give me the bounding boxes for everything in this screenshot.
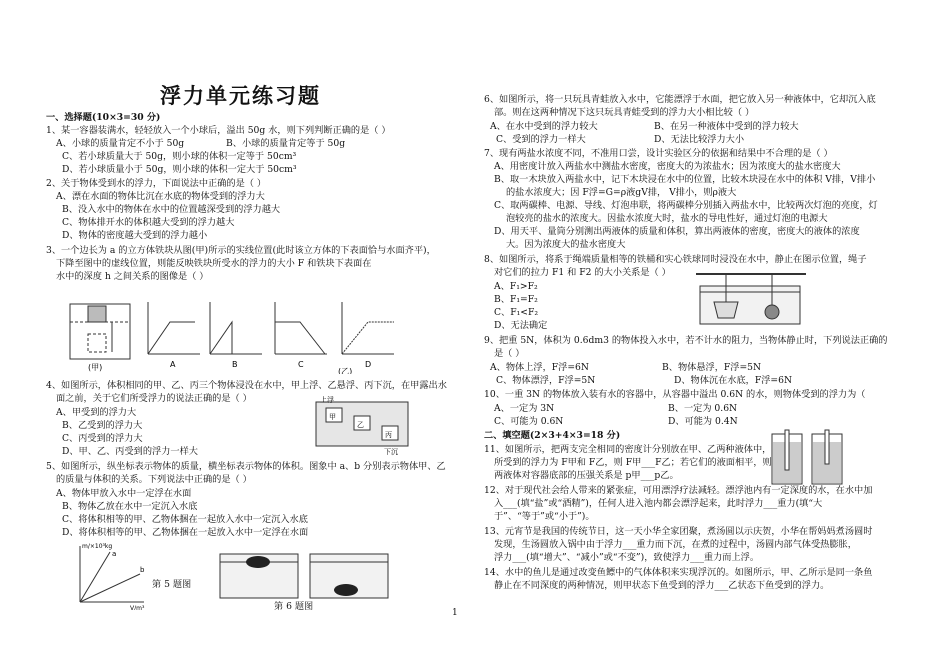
fig4-label-bing: 丙 xyxy=(385,431,392,439)
question-12-line2: 入___(填“盐”或“酒精”)，任何人进入池内都会漂浮起来，此时浮力___重力(填“大 xyxy=(494,498,823,509)
q4-option-d: D、甲、乙、丙受到的浮力一样大 xyxy=(62,446,198,457)
q7-option-c-line2: 泡较亮的盐水的浓度大。因盐水浓度大时，盐水的导电性好，通过灯泡的电源大 xyxy=(506,213,828,224)
question-13-line3: 浮力___(填“增大”、“减小”或“不变”)，致使浮力___重力而上浮。 xyxy=(494,552,760,563)
question-3-line3: 水中的深度 h 之间关系的图像是（ ） xyxy=(56,271,209,282)
question-3-line2: 下降至图中的虚线位置，则能反映铁块所受水的浮力的大小 F 和铁块下表面在 xyxy=(56,258,372,269)
q10-option-c: C、可能为 0.6N xyxy=(494,416,564,427)
question-6-line1: 6、如图所示，将一只玩具青蛙放入水中，它能漂浮于水面，把它放入另一种液体中，它却沉入底 xyxy=(484,94,876,105)
question-8-line1: 8、如图所示，将系于绳端质量相等的铁桶和实心铁球同时浸没在水中，静止在图示位置，绳子 xyxy=(484,254,867,265)
question-7: 7、现有两盐水浓度不同，不准用口尝，设计实验区分的依据和结果中不合理的是（ ） xyxy=(484,148,833,159)
fig3-yi-label: (乙) xyxy=(338,367,353,374)
figure-5 xyxy=(70,540,150,610)
question-10: 10、一重 3N 的物体放入装有水的容器中，从容器中溢出 0.6N 的水，则物体受到的浮力为（ xyxy=(484,389,866,400)
page-number: 1 xyxy=(452,608,458,618)
figure-6 xyxy=(218,548,390,600)
q1-option-c: C、若小球质量大于 50g，则小球的体积一定等于 50cm³ xyxy=(62,151,297,162)
question-14-line1: 14、水中的鱼儿是通过改变鱼鳔中的气体体积来实现浮沉的。如图所示，甲、乙所示是同一条鱼 xyxy=(484,567,873,578)
fig3-label-b: B xyxy=(232,360,238,369)
q9-option-c: C、物体漂浮，F浮=5N xyxy=(496,375,596,386)
fig4-label-down: 下沉 xyxy=(384,448,398,456)
fig5-x-label: V/m³ xyxy=(130,605,145,610)
fig5-caption: 第 5 题图 xyxy=(152,579,192,590)
q7-option-b-line2: 的盐水浓度大；因 F浮=G=ρ液gV排， V排小，则ρ液大 xyxy=(506,187,737,198)
q6-option-c: C、受到的浮力一样大 xyxy=(496,134,586,145)
q2-option-d: D、物体的密度越大受到的浮力越小 xyxy=(62,230,208,241)
fig5-line-a: a xyxy=(112,550,117,558)
fig4-label-yi: 乙 xyxy=(357,421,364,429)
q8-option-a: A、F₁>F₂ xyxy=(494,281,538,292)
question-9-line2: 是（ ） xyxy=(494,348,525,359)
fig5-y-label: m/×10³kg xyxy=(82,543,113,550)
q9-option-b: B、物体悬浮，F浮=5N xyxy=(662,362,762,373)
question-5-line2: 的质量与体积的关系。下列说法中正确的是（ ） xyxy=(56,474,252,485)
q10-option-d: D、可能为 0.4N xyxy=(668,416,738,427)
q7-option-c-line1: C、取两碳棒、电源、导线、灯泡串联，将两碳棒分别插入两盐水中，比较两次灯泡的亮度，灯 xyxy=(494,200,878,211)
q8-option-c: C、F₁<F₂ xyxy=(494,307,539,318)
q2-option-a: A、漂在水面的物体比沉在水底的物体受到的浮力大 xyxy=(56,191,265,202)
q5-option-a: A、物体甲放入水中一定浮在水面 xyxy=(56,488,192,499)
q1-option-d: D、若小球质量小于 50g，则小球的体积一定大于 50cm³ xyxy=(62,164,297,175)
fig4-label-up: 上浮 xyxy=(320,396,334,404)
q2-option-b: B、没入水中的物体在水中的位置越深受到的浮力越大 xyxy=(62,204,281,215)
question-13-line1: 13、元宵节是我国的传统节日，这一天小华全家团聚，煮汤圆以示庆贺，小华在帮妈妈煮汤圆时 xyxy=(484,526,873,537)
figure-11 xyxy=(768,428,848,486)
q10-option-b: B、一定为 0.6N xyxy=(668,403,738,414)
question-13-line2: 发现，生汤圆放入锅中由于浮力___重力而下沉，在煮的过程中，汤圆内部气体受热膨胀， xyxy=(494,539,857,550)
q8-option-d: D、无法确定 xyxy=(494,320,548,331)
question-2: 2、关于物体受到水的浮力，下面说法中正确的是（ ） xyxy=(46,178,267,189)
q9-option-d: D、物体沉在水底，F浮=6N xyxy=(674,375,793,386)
q7-option-b-line1: B、取一木块放入两盐水中，记下木块浸在水中的位置，比较木块浸在水中的体积 V排，V排小 xyxy=(494,174,876,185)
question-4-line1: 4、如图所示，体积相同的甲、乙、丙三个物体浸没在水中，甲上浮、乙悬浮、丙下沉，在甲露出水 xyxy=(46,380,447,391)
q1-option-a: A、小球的质量肯定不小于 50g xyxy=(56,138,185,149)
question-8-line2: 对它们的拉力 F1 和 F2 的大小关系是（ ） xyxy=(494,267,671,278)
question-3-line1: 3、一个边长为 a 的立方体铁块从图(甲)所示的实线位置(此时该立方体的下表面恰与水面齐平)， xyxy=(46,245,436,256)
question-5-line1: 5、如图所示，纵坐标表示物体的质量，横坐标表示物体的体积。图象中 a、b 分别表示物体甲、乙 xyxy=(46,461,446,472)
question-9-line1: 9、把重 5N，体积为 0.6dm3 的物体投入水中，若不计水的阻力，当物体静止时，下列说法正确的 xyxy=(484,335,888,346)
figure-3 xyxy=(60,292,420,374)
section-choice-heading: 一、选择题(10×3=30 分) xyxy=(46,112,161,123)
q9-option-a: A、物体上浮，F浮=6N xyxy=(490,362,589,373)
q5-option-d: D、将体积相等的甲、乙物体捆在一起放入水中一定浮在水面 xyxy=(62,527,309,538)
q7-option-d-line2: 大。因为浓度大的盐水密度大 xyxy=(506,239,626,250)
q7-option-d-line1: D、用天平、量筒分别测出两液体的质量和体积，算出两液体的密度，密度大的液体的浓度 xyxy=(494,226,860,237)
q2-option-c: C、物体排开水的体积越大受到的浮力越大 xyxy=(62,217,235,228)
page-title: 浮力单元练习题 xyxy=(160,83,321,108)
question-12-line3: 于”、“等于”或“小于”)。 xyxy=(494,511,595,522)
q8-option-b: B、F₁=F₂ xyxy=(494,294,538,305)
section-fill-heading: 二、填空题(2×3+4×3=18 分) xyxy=(484,430,621,441)
fig3-label-a: A xyxy=(170,360,176,369)
question-11-line2: 所受到的浮力为 F甲和 F乙，则 F甲___F乙；若它们的液面相平，则 xyxy=(494,457,772,468)
question-4-line2: 面之前，关于它们所受浮力的说法正确的是（ ） xyxy=(56,393,252,404)
fig3-label-d: D xyxy=(365,360,372,369)
question-6-line2: 部。则在这两种情况下这只玩具青蛙受到的浮力大小相比较（ ） xyxy=(494,107,755,118)
q4-option-c: C、丙受到的浮力大 xyxy=(62,433,143,444)
question-11-line3: 两液体对容器底部的压强关系是 p甲___p乙。 xyxy=(494,470,679,481)
q6-option-a: A、在水中受到的浮力较大 xyxy=(490,121,598,132)
fig5-line-b: b xyxy=(140,566,145,574)
question-12-line1: 12、对于现代社会给人带来的紧张症，可用漂浮疗法减轻。漂浮池内有一定深度的水，在水中加 xyxy=(484,485,873,496)
fig3-jia-label: (甲) xyxy=(88,363,103,372)
q4-option-a: A、甲受到的浮力大 xyxy=(56,407,137,418)
q6-option-d: D、无法比较浮力大小 xyxy=(654,134,745,145)
q5-option-b: B、物体乙放在水中一定沉入水底 xyxy=(62,501,198,512)
question-14-line2: 静止在不同深度的两种情况，则甲状态下鱼受到的浮力___乙状态下鱼受到的浮力。 xyxy=(494,580,830,591)
q5-option-c: C、将体积相等的甲、乙物体捆在一起放入水中一定沉入水底 xyxy=(62,514,308,525)
q4-option-b: B、乙受到的浮力大 xyxy=(62,420,143,431)
question-11-line1: 11、如图所示，把两支完全相同的密度计分别放在甲、乙两种液体中， xyxy=(484,444,772,455)
q6-option-b: B、在另一种液体中受到的浮力较大 xyxy=(654,121,799,132)
figure-8 xyxy=(696,270,806,326)
q10-option-a: A、一定为 3N xyxy=(494,403,555,414)
question-1: 1、某一容器装满水，轻轻放入一个小球后，溢出 50g 水，则下列判断正确的是（ ） xyxy=(46,125,391,136)
figure-4 xyxy=(312,396,412,456)
fig3-label-c: C xyxy=(298,360,304,369)
fig6-caption: 第 6 题图 xyxy=(274,601,314,612)
fig4-label-jia: 甲 xyxy=(329,413,336,421)
q7-option-a: A、用密度计放入两盐水中测盐水密度，密度大的为浓盐水；因为浓度大的盐水密度大 xyxy=(494,161,841,172)
q1-option-b: B、小球的质量肯定等于 50g xyxy=(226,138,346,149)
